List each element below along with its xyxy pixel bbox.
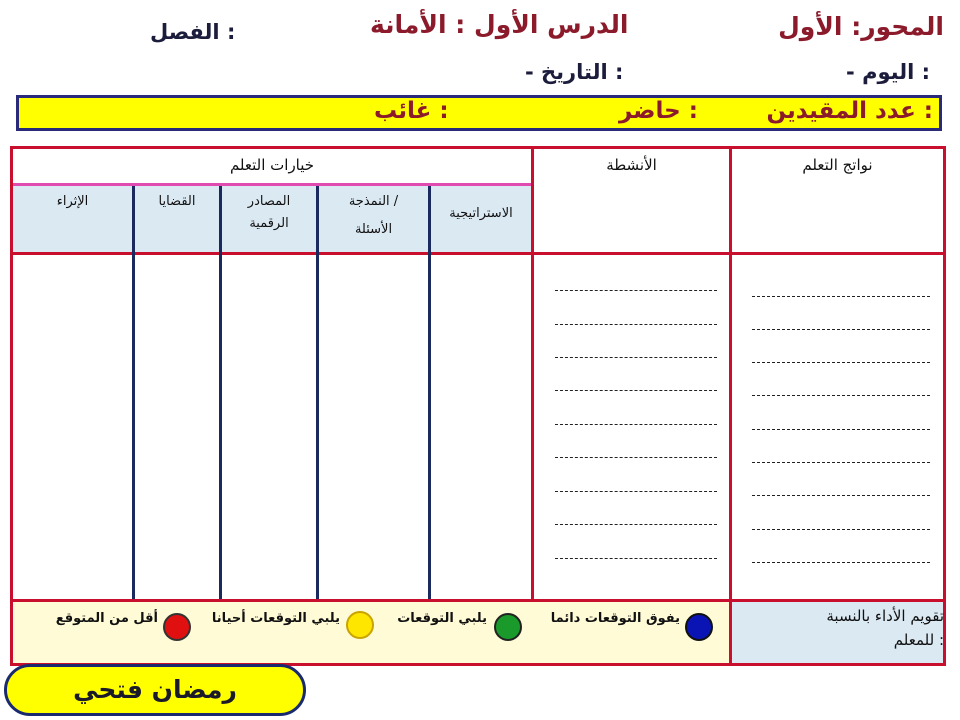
activity-line[interactable] xyxy=(555,558,717,559)
below-indicator xyxy=(163,613,191,641)
divider-digital xyxy=(219,186,222,599)
learning-options-header: خيارات التعلم xyxy=(229,156,315,174)
outcome-line[interactable] xyxy=(752,296,930,297)
body-row-divider xyxy=(13,599,943,602)
activity-line[interactable] xyxy=(555,290,717,291)
activity-line[interactable] xyxy=(555,390,717,391)
sometimes-meets-label: يلبي التوقعات أحيانا xyxy=(211,611,340,626)
modeling-header-line1: النمذجة / xyxy=(348,194,399,209)
enrichment-header: الإثراء xyxy=(56,194,89,209)
activity-line[interactable] xyxy=(555,524,717,525)
evaluation-label-line2: للمعلم : xyxy=(893,631,944,649)
outcome-line[interactable] xyxy=(752,562,930,563)
evaluation-label-line1: تقويم الأداء بالنسبة xyxy=(826,607,944,625)
date-label: - التاريخ : xyxy=(525,60,624,84)
enrolled-label: عدد المقيدين : xyxy=(766,98,933,124)
activity-line[interactable] xyxy=(555,457,717,458)
outcome-line[interactable] xyxy=(752,329,930,330)
outcome-line[interactable] xyxy=(752,529,930,530)
below-label: أقل من المتوقع xyxy=(55,611,158,626)
meets-indicator xyxy=(494,613,522,641)
divider-modeling xyxy=(316,186,319,599)
exceeds-indicator xyxy=(685,613,713,641)
strategy-header: الاستراتيجية xyxy=(449,206,513,221)
exceeds-label: يفوق التوقعات دائما xyxy=(550,611,680,626)
author-name: رمضان فتحي xyxy=(73,675,237,704)
digital-header-line2: الرقمية xyxy=(249,216,289,231)
author-badge xyxy=(4,664,306,716)
activity-line[interactable] xyxy=(555,424,717,425)
outcomes-header: نواتج التعلم xyxy=(802,156,873,174)
sometimes-meets-indicator xyxy=(346,611,374,639)
class-label: الفصل : xyxy=(150,20,236,44)
divider-strategy xyxy=(428,186,431,599)
issues-header: القضايا xyxy=(158,194,196,209)
modeling-header-line2: الأسئلة xyxy=(354,222,393,237)
outcome-line[interactable] xyxy=(752,395,930,396)
header-row-divider xyxy=(13,252,943,255)
outcome-line[interactable] xyxy=(752,362,930,363)
activity-line[interactable] xyxy=(555,491,717,492)
options-header-divider xyxy=(13,183,531,186)
day-label: - اليوم : xyxy=(846,60,930,84)
activities-header: الأنشطة xyxy=(606,156,657,174)
divider-issues xyxy=(132,186,135,599)
digital-header-line1: المصادر xyxy=(247,194,291,209)
divider-activities xyxy=(531,149,534,602)
activity-line[interactable] xyxy=(555,324,717,325)
lesson-title: الدرس الأول : الأمانة xyxy=(370,10,629,39)
absent-label: غائب : xyxy=(374,98,449,124)
outcome-line[interactable] xyxy=(752,429,930,430)
activity-line[interactable] xyxy=(555,357,717,358)
divider-outcomes xyxy=(729,149,732,663)
outcome-line[interactable] xyxy=(752,462,930,463)
outcome-line[interactable] xyxy=(752,495,930,496)
attendance-banner xyxy=(16,95,942,131)
meets-label: يلبي التوقعات xyxy=(397,611,487,626)
present-label: حاضر : xyxy=(619,98,698,124)
axis-title: المحور: الأول xyxy=(778,12,944,41)
